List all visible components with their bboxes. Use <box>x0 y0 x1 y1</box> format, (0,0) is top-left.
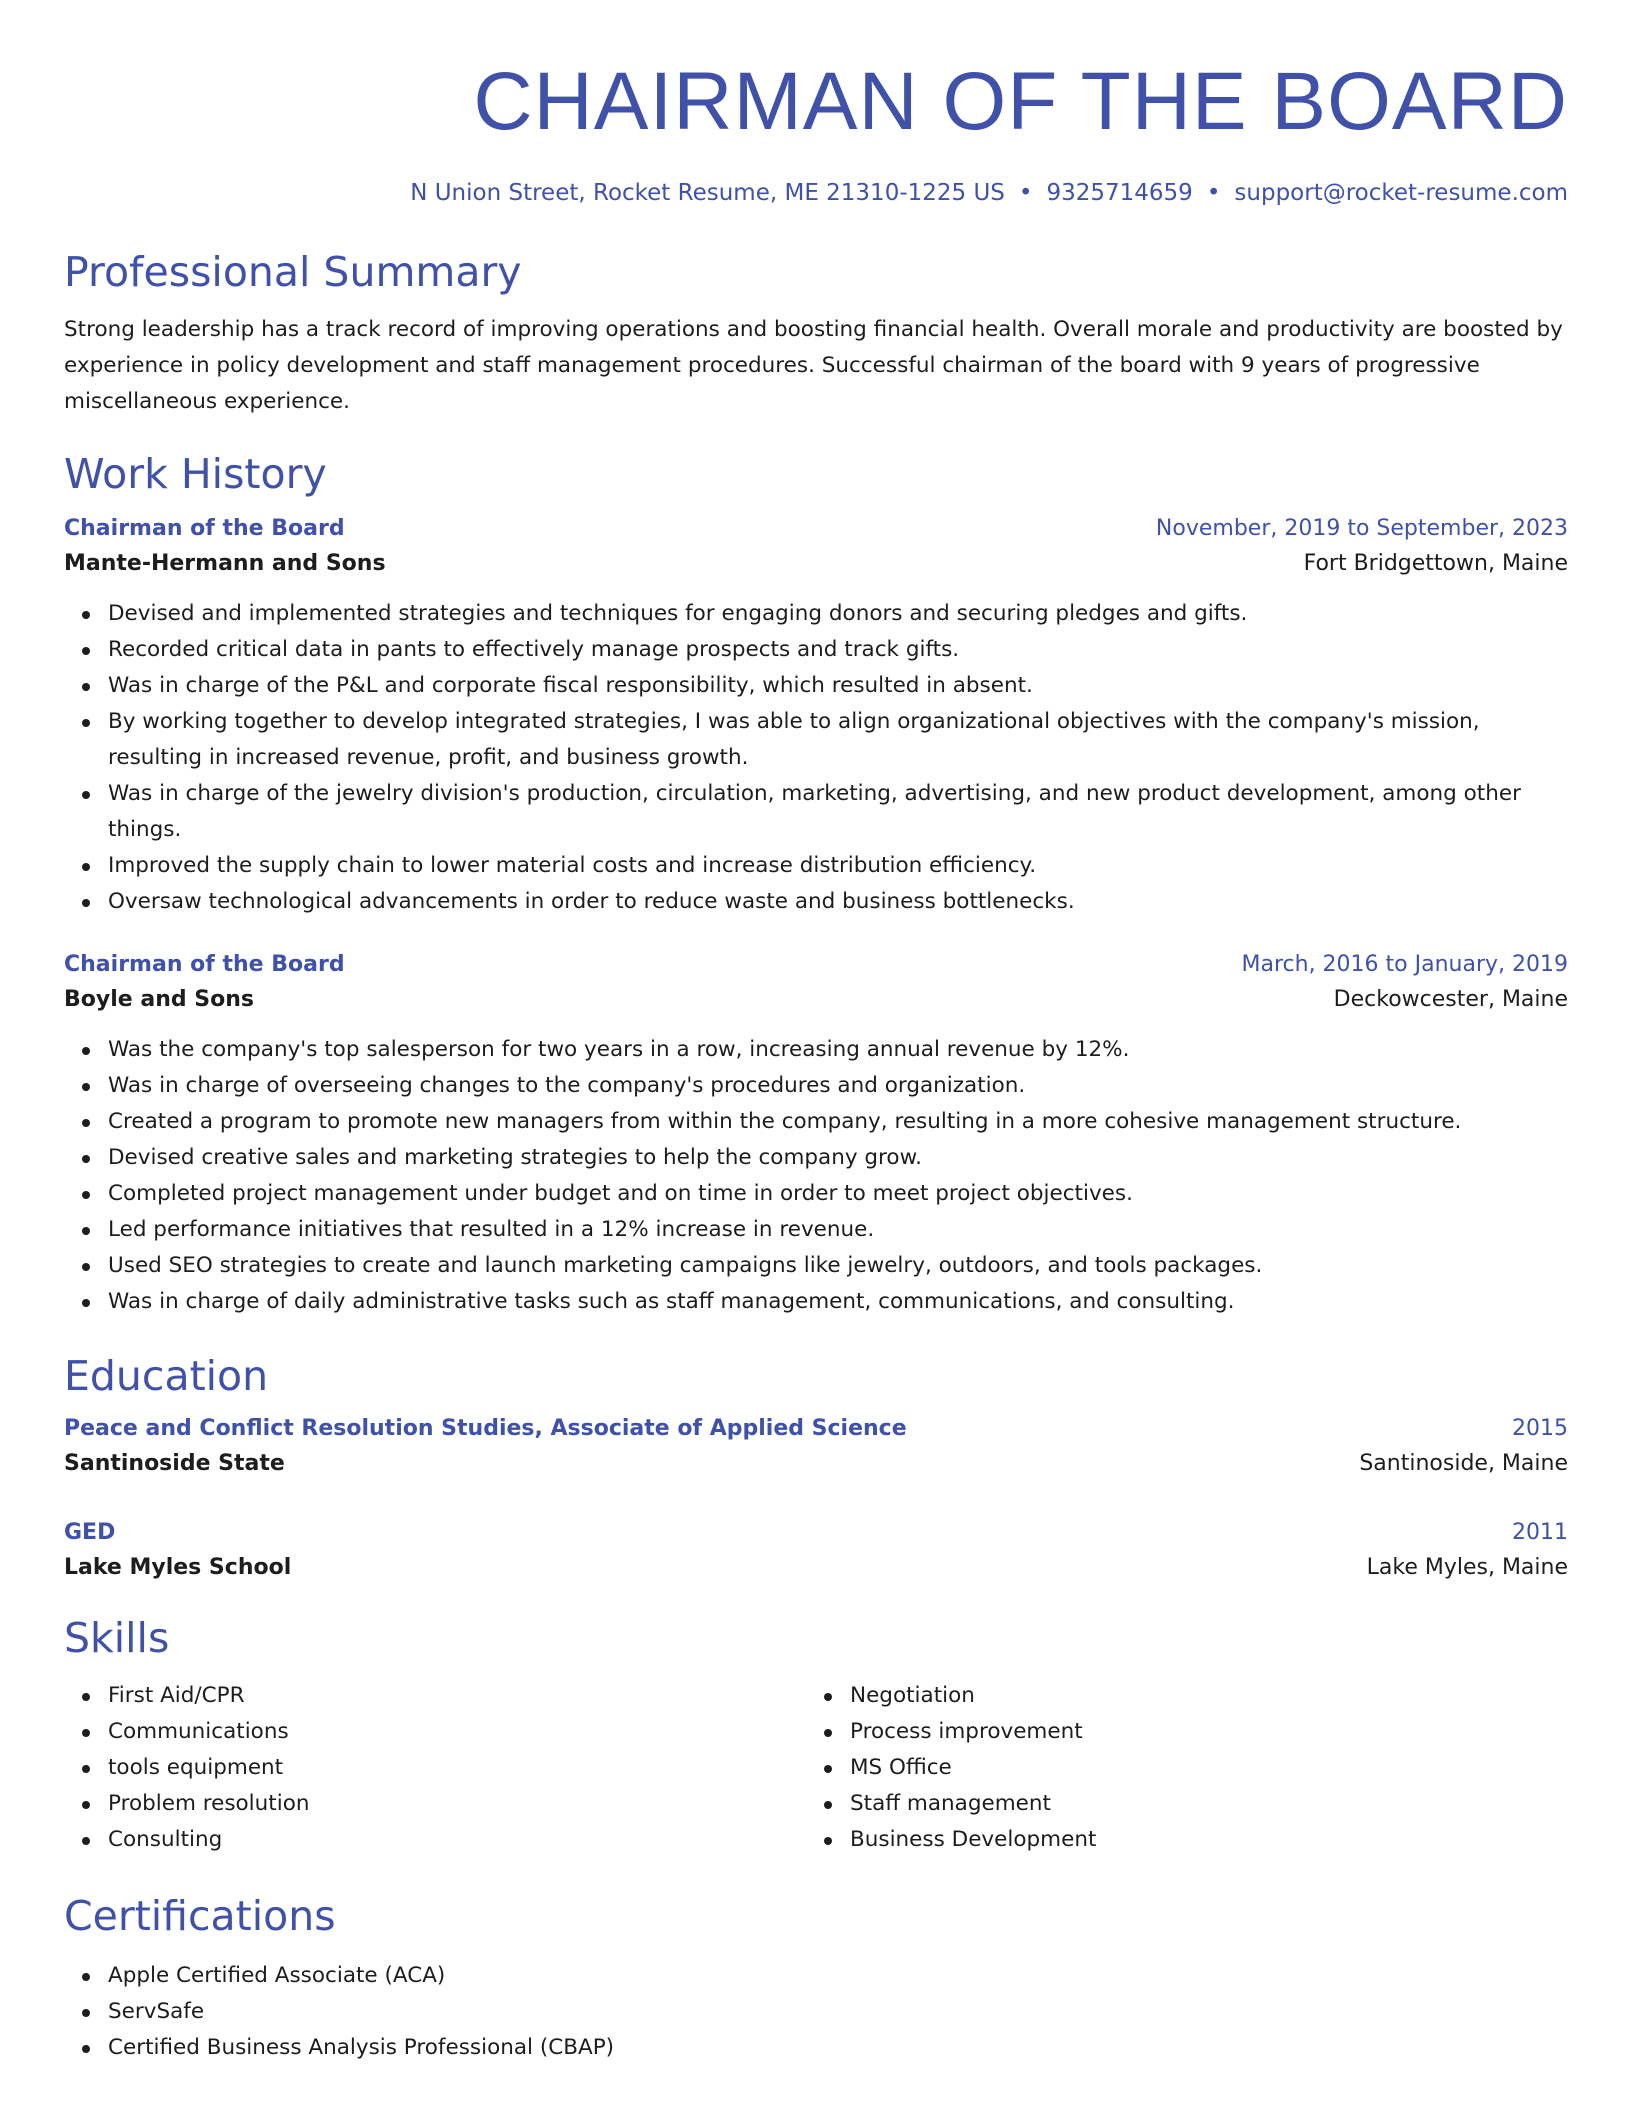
education-subheader <box>64 1550 1568 1586</box>
job-bullets <box>64 596 1568 920</box>
job-title: Chairman of the Board <box>64 952 345 977</box>
job-bullet: Oversaw technological advancements in order to reduce waste and business bottlenecks. <box>108 884 1568 920</box>
certification-item: Apple Certified Associate (ACA) <box>108 1958 1568 1994</box>
job-bullet: Was in charge of the P&L and corporate fiscal responsibility, which resulted in absent. <box>108 668 1568 704</box>
certification-item: Certified Business Analysis Professional (CBAP) <box>108 2030 1568 2066</box>
skill-item: Process improvement <box>850 1714 1548 1750</box>
job-bullet: By working together to develop integrated strategies, I was able to align organizational objectives with the company's mission, resulting in increased revenue, profit, and business growth. <box>108 704 1568 776</box>
job-company: Boyle and Sons <box>64 987 254 1012</box>
education-school: Santinoside State <box>64 1451 285 1476</box>
skill-item: tools equipment <box>108 1750 806 1786</box>
job-header <box>64 512 1568 546</box>
contact-address: N Union Street, Rocket Resume, ME 21310-1225 US <box>410 180 1005 206</box>
skill-item: Communications <box>108 1714 806 1750</box>
education-degree: GED <box>64 1520 116 1545</box>
job-bullets <box>64 1032 1568 1320</box>
education-year: 2015 <box>1512 1416 1568 1441</box>
education-entry <box>64 1516 1568 1586</box>
section-title-certifications: Certifications <box>64 1892 336 1940</box>
job-location: Deckowcester, Maine <box>1333 987 1568 1012</box>
summary-text: Strong leadership has a track record of improving operations and boosting financial health. Overall morale and productivity are boosted by experience in policy development and staff management procedures. Successful chairman of the board with 9 years of progressive miscellaneous experience. <box>64 317 1563 414</box>
section-title-work-history: Work History <box>64 450 327 498</box>
job-title: Chairman of the Board <box>64 516 345 541</box>
education-location: Santinoside, Maine <box>1359 1451 1568 1476</box>
resume-page <box>64 0 1568 2066</box>
skill-item: Negotiation <box>850 1678 1548 1714</box>
contact-line <box>64 178 1568 208</box>
resume-name-heading: CHAIRMAN OF THE BOARD <box>473 56 1568 147</box>
contact-phone: 9325714659 <box>1046 180 1193 206</box>
job-bullet: Used SEO strategies to create and launch marketing campaigns like jewelry, outdoors, and tools packages. <box>108 1248 1568 1284</box>
skills-grid <box>64 1678 1568 1858</box>
job-bullet: Devised and implemented strategies and techniques for engaging donors and securing pledges and gifts. <box>108 596 1568 632</box>
certification-item: ServSafe <box>108 1994 1568 2030</box>
job-dates: November, 2019 to September, 2023 <box>1155 516 1568 541</box>
skill-item: Problem resolution <box>108 1786 806 1822</box>
job-bullet: Devised creative sales and marketing strategies to help the company grow. <box>108 1140 1568 1176</box>
section-title-skills: Skills <box>64 1614 170 1662</box>
section-title-education: Education <box>64 1352 269 1400</box>
job-bullet: Completed project management under budget and on time in order to meet project objectives. <box>108 1176 1568 1212</box>
contact-email: support@rocket-resume.com <box>1234 180 1568 206</box>
education-subheader <box>64 1446 1568 1482</box>
job-bullet: Was the company's top salesperson for two years in a row, increasing annual revenue by 12%. <box>108 1032 1568 1068</box>
education-degree: Peace and Conflict Resolution Studies, Associate of Applied Science <box>64 1416 907 1441</box>
education-header <box>64 1412 1568 1446</box>
skills-column-left <box>64 1678 806 1858</box>
skill-item: Staff management <box>850 1786 1548 1822</box>
education-entry <box>64 1412 1568 1482</box>
skill-item: Business Development <box>850 1822 1548 1858</box>
job-entry <box>64 512 1568 920</box>
job-subheader <box>64 546 1568 582</box>
job-bullet: Led performance initiatives that resulted in a 12% increase in revenue. <box>108 1212 1568 1248</box>
job-subheader <box>64 982 1568 1018</box>
education-year: 2011 <box>1512 1520 1568 1545</box>
job-company: Mante-Hermann and Sons <box>64 551 386 576</box>
education-school: Lake Myles School <box>64 1555 292 1580</box>
job-location: Fort Bridgettown, Maine <box>1303 551 1568 576</box>
contact-separator: • <box>1018 180 1033 206</box>
job-bullet: Was in charge of daily administrative tasks such as staff management, communications, and consulting. <box>108 1284 1568 1320</box>
skill-item: MS Office <box>850 1750 1548 1786</box>
job-bullet: Was in charge of the jewelry division's production, circulation, marketing, advertising, and new product development, among other things. <box>108 776 1568 848</box>
skill-item: Consulting <box>108 1822 806 1858</box>
job-bullet: Was in charge of overseeing changes to the company's procedures and organization. <box>108 1068 1568 1104</box>
contact-separator: • <box>1206 180 1221 206</box>
education-header <box>64 1516 1568 1550</box>
skill-item: First Aid/CPR <box>108 1678 806 1714</box>
skills-column-right <box>806 1678 1548 1858</box>
job-bullet: Recorded critical data in pants to effectively manage prospects and track gifts. <box>108 632 1568 668</box>
education-location: Lake Myles, Maine <box>1366 1555 1568 1580</box>
section-title-summary: Professional Summary <box>64 248 522 296</box>
job-header <box>64 948 1568 982</box>
job-entry <box>64 948 1568 1320</box>
job-dates: March, 2016 to January, 2019 <box>1241 952 1568 977</box>
job-bullet: Improved the supply chain to lower material costs and increase distribution efficiency. <box>108 848 1568 884</box>
certifications-list <box>64 1958 1568 2066</box>
job-bullet: Created a program to promote new managers from within the company, resulting in a more cohesive management structure. <box>108 1104 1568 1140</box>
